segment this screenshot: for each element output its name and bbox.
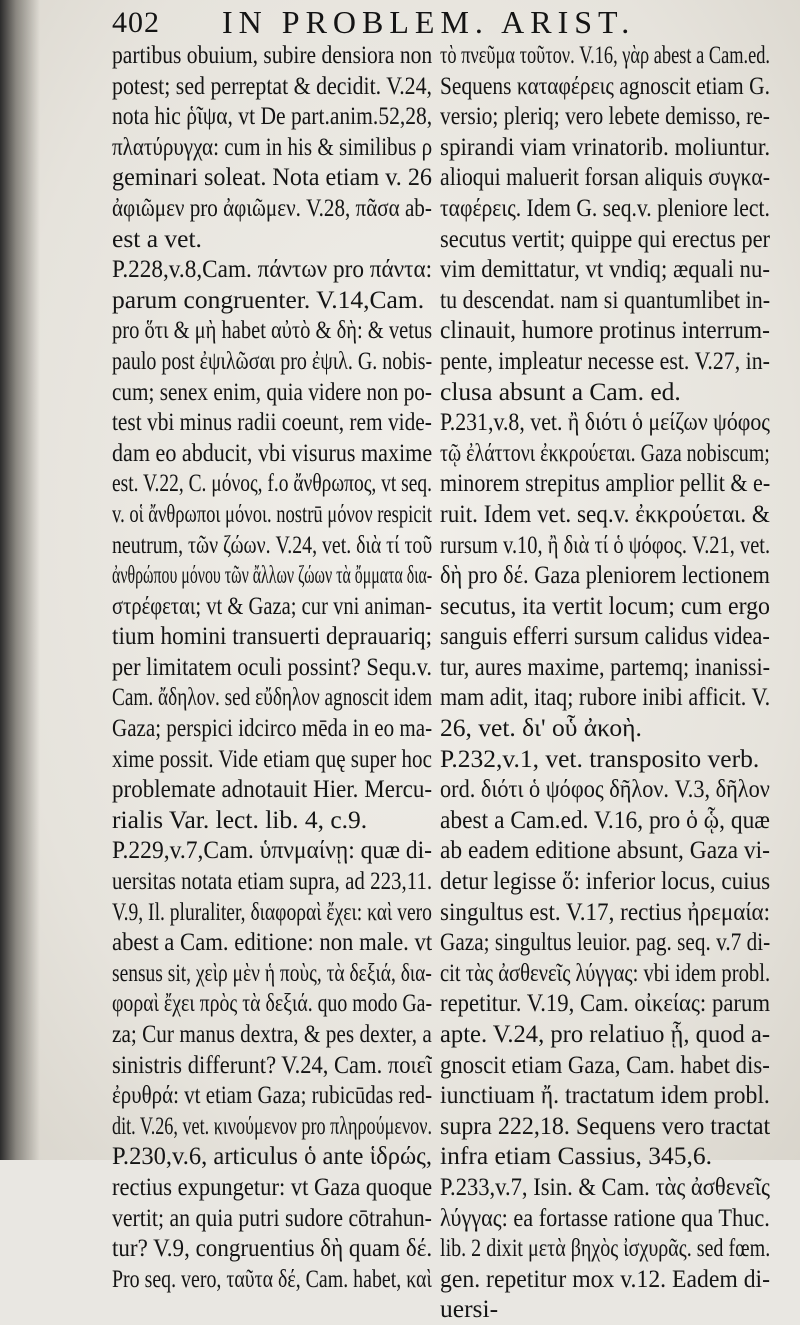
text-line: problemate adnotauit Hier. Mercu- — [112, 774, 432, 804]
text-line: sanguis efferri sursum calidus videa- — [440, 621, 770, 651]
text-line: secutus vertit; quippe qui erectus per — [440, 223, 770, 253]
text-line: ταφέρεις. Idem G. seq.v. pleniore lect. — [440, 192, 770, 222]
text-line: v. οἱ ἄνθρωποι μόνοι. nostrū μόνον respicit — [112, 498, 432, 528]
text-line: λύγγας: ea fortasse ratione qua Thuc. — [440, 1202, 770, 1232]
binding-gutter — [0, 0, 40, 1160]
text-line: Pro seq. vero, ταῦτα δέ, Cam. habet, καὶ — [112, 1263, 432, 1293]
text-line: est a vet. — [112, 223, 202, 253]
text-line: clinauit, humore protinus interrum- — [440, 315, 770, 345]
text-line: repetitur. V.19, Cam. οἰκείας: parum — [440, 988, 770, 1018]
text-line: P.230,v.6, articulus ὁ ante ἱδρώς, — [112, 1141, 432, 1171]
text-line: P.232,v.1, vet. transposito verb. — [440, 743, 760, 773]
text-line: rialis Var. lect. lib. 4, c.9. — [112, 804, 368, 834]
text-line: per limitatem oculi possint? Sequ.v. — [112, 651, 432, 681]
text-line: detur legisse ὅ: inferior locus, cuius — [440, 866, 770, 896]
text-line: ἐρυθρά: vt etiam Gaza; rubicūdas red- — [112, 1080, 432, 1110]
text-line: abest a Cam. editione: non male. vt — [112, 927, 432, 957]
text-line: vim demittatur, vt vndiq; æquali nu- — [440, 254, 770, 284]
text-line: Gaza; perspici idcirco mēda in eo ma- — [112, 713, 432, 743]
text-line: tur, aures maxime, partemq; inanissi- — [440, 651, 770, 681]
text-line: supra 222,18. Sequens vero tractat — [440, 1110, 770, 1140]
text-line: za; Cur manus dextra, & pes dexter, a — [112, 1019, 432, 1048]
text-line: lib. 2 dixit μετὰ βηχὸς ἰσχυρᾶς. sed fœm. — [440, 1233, 770, 1263]
text-line: uersitas notata etiam supra, ad 223,11. — [112, 866, 432, 896]
text-line: tium homini transuerti deprauariq; — [112, 621, 432, 651]
text-line: paulo post ἐψιλῶσαι pro ἐψιλ. G. nobis- — [112, 345, 432, 375]
text-line: sinistris differunt? V.24, Cam. ποιεῖ — [112, 1049, 432, 1079]
text-line: mam adit, itaq; rubore inibi afficit. V. — [440, 682, 770, 712]
text-line: test vbi minus radii coeunt, rem vide- — [112, 407, 432, 437]
text-line: rursum v.10, ἢ διὰ τί ὁ ψόφος. V.21, vet. — [440, 529, 770, 559]
text-line: τὸ πνεῦμα τοῦτον. V.16, γὰρ abest a Cam.ed. — [440, 40, 770, 69]
text-line: ord. διότι ὁ ψόφος δῆλον. V.3, δῆλον — [440, 774, 770, 804]
text-line: ruit. Idem vet. seq.v. ἐκκρούεται. & — [440, 498, 770, 528]
text-line: geminari soleat. Nota etiam v. 26 — [112, 162, 432, 192]
text-line: parum congruenter. V.14,Cam. — [112, 284, 425, 314]
text-line: P.229,v.7,Cam. ὑπνμαίνῃ: quæ di- — [112, 835, 432, 865]
text-line: vertit; an quia putri sudore cōtrahun- — [112, 1202, 432, 1232]
text-line: στρέφεται; vt & Gaza; cur vni animan- — [112, 590, 432, 620]
text-line: gnoscit etiam Gaza, Cam. habet dis- — [440, 1049, 770, 1079]
text-line: potest; sed perreptat & decidit. V.24, — [112, 70, 432, 100]
text-line: P.233,v.7, Isin. & Cam. τὰς ἀσθενεῖς — [440, 1171, 770, 1201]
text-line: pente, impleatur necesse est. V.27, in- — [440, 345, 770, 375]
text-line: Sequens καταφέρεις agnoscit etiam G. — [440, 70, 770, 100]
text-line: xime possit. Vide etiam quę super hoc — [112, 743, 432, 773]
page-number: 402 — [112, 6, 160, 39]
text-line: iunctiuam ἤ. tractatum idem probl. — [440, 1080, 770, 1110]
text-line: tur? V.9, congruentius δὴ quam δέ. — [112, 1233, 432, 1263]
text-line: dam eo abducit, vbi visurus maxime — [112, 437, 432, 467]
text-line: V.9, Il. pluraliter, διαφοραὶ ἔχει: καὶ vero — [112, 896, 432, 926]
text-line: 26, vet. δι' οὗ ἀκοὴ. — [440, 713, 642, 743]
text-line: partibus obuium, subire densiora non — [112, 40, 432, 69]
text-line: singultus est. V.17, rectius ἠρεμαία: — [440, 896, 770, 926]
text-line: cum; senex enim, quia videre non po- — [112, 376, 432, 406]
text-line: pro ὅτι & μὴ habet αὐτὸ & δὴ: & vetus — [112, 315, 432, 345]
text-line: Cam. ἄδηλον. sed εὔδηλον agnoscit idem — [112, 682, 432, 712]
text-line: est. V.22, C. μόνος, f.ο ἄνθρωπος, vt seq. — [112, 468, 432, 498]
text-line: Gaza; singultus leuior. pag. seq. v.7 di- — [440, 927, 770, 957]
text-line: P.231,v.8, vet. ἢ διότι ὁ μείζων ψόφος — [440, 407, 770, 437]
text-line: δὴ pro δέ. Gaza pleniorem lectionem — [440, 560, 770, 590]
text-line: abest a Cam.ed. V.16, pro ὁ ᾧ, quæ — [440, 804, 770, 834]
text-line: nota hic ῥῖψα, vt De part.anim.52,28, — [112, 101, 432, 131]
text-line: uersi- — [440, 1294, 499, 1324]
text-line: spirandi viam vrinatorib. moliuntur. — [440, 131, 770, 161]
text-line: rectius expungetur: vt Gaza quoque — [112, 1171, 432, 1201]
text-line: apte. V.24, pro relatiuo ᾗ, quod a- — [440, 1019, 770, 1048]
text-line: infra etiam Cassius, 345,6. — [440, 1141, 712, 1171]
text-line: ab eadem editione absunt, Gaza vi- — [440, 835, 770, 865]
page-header — [0, 0, 800, 40]
running-head: IN PROBLEM. ARIST. — [222, 4, 636, 40]
text-line: sensus sit, χεὶρ μὲν ἡ ποὺς, τὰ δεξιά, δια- — [112, 957, 432, 987]
text-line: secutus, ita vertit locum; cum ergo — [440, 590, 770, 620]
text-line: ἀνθρώπου μόνου τῶν ἄλλων ζώων τὰ ὄμματα δια- — [112, 560, 432, 590]
text-line: versio; pleriq; vero lebete demisso, re- — [440, 101, 770, 131]
text-line: τῷ ἐλάττονι ἐκκρούεται. Gaza nobiscum; — [440, 437, 770, 467]
text-line: gen. repetitur mox v.12. Eadem di- — [440, 1263, 770, 1293]
text-line: cit τὰς ἀσθενεῖς λύγγας: vbi idem probl. — [440, 957, 770, 987]
right-column — [440, 40, 770, 1324]
text-line: alioqui maluerit forsan aliquis συγκα- — [440, 162, 770, 192]
text-line: φοραὶ ἔχει πρὸς τὰ δεξιά. quo modo Ga- — [112, 988, 432, 1018]
text-line: ἀφιῶμεν pro ἀφιῶμεν. V.28, πᾶσα ab- — [112, 192, 432, 222]
text-line: tu descendat. nam si quantumlibet in- — [440, 284, 770, 314]
text-line: neutrum, τῶν ζώων. V.24, vet. διὰ τί τοῦ — [112, 529, 432, 559]
text-line: dit. V.26, vet. κινούμενον pro πληρούμενον. — [112, 1110, 432, 1140]
left-column — [112, 40, 432, 1293]
text-line: minorem strepitus amplior pellit & e- — [440, 468, 770, 498]
text-line: πλατύρυγχα: cum in his & similibus ρ — [112, 131, 432, 161]
text-line: P.228,v.8,Cam. πάντων pro πάντα: — [112, 254, 432, 284]
text-line: clusa absunt a Cam. ed. — [440, 376, 681, 406]
